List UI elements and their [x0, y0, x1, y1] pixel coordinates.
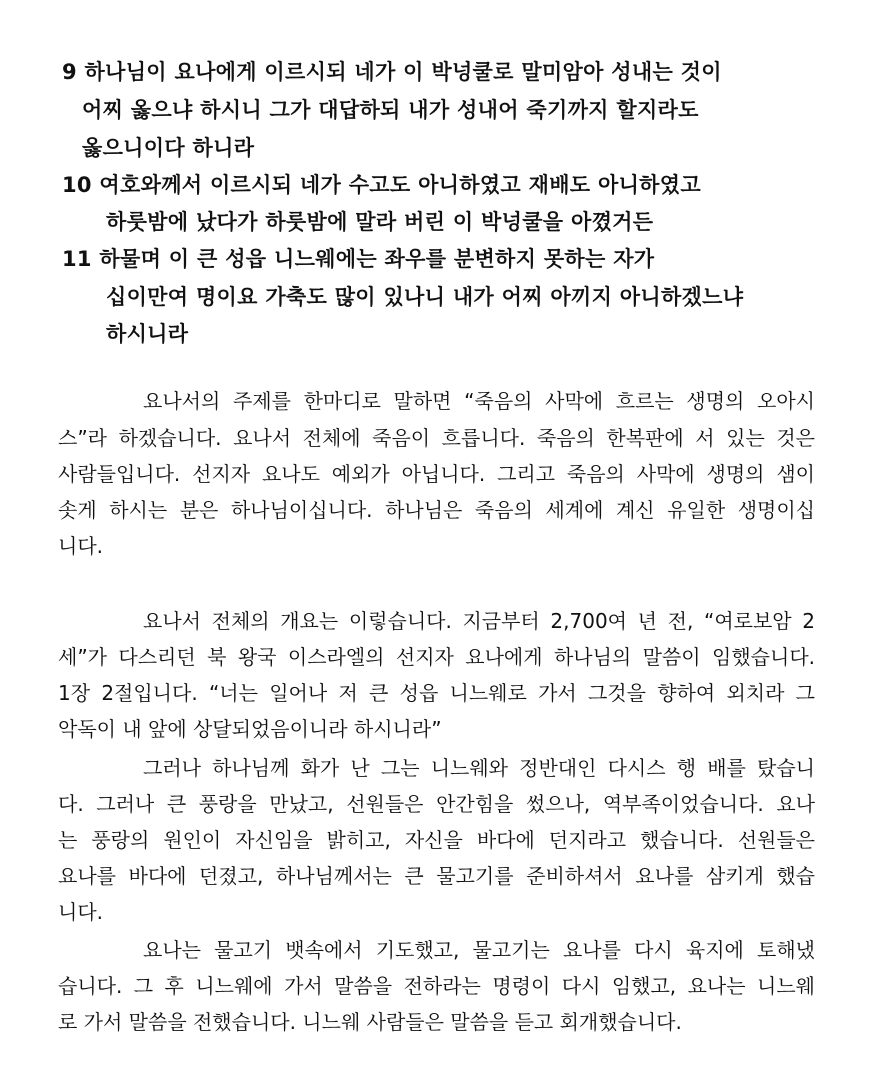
paragraph-line: 세”가 다스리던 북 왕국 이스라엘의 선지자 요나에게 하나님의 말씀이 임했습니다. — [58, 645, 815, 669]
paragraph-line: 다. 그러나 큰 풍랑을 만났고, 선원들은 안간힘을 썼으나, 역부족이었습니다. 요나 — [58, 792, 815, 816]
verse-line: 9 하나님이 요나에게 이르시되 네가 이 박넝쿨로 말미암아 성내는 것이 — [62, 60, 722, 84]
paragraph-line: 니다. — [58, 900, 103, 924]
paragraph-line: 는 풍랑의 원인이 자신임을 밝히고, 자신을 바다에 던지라고 했습니다. 선원들은 — [58, 828, 815, 852]
verse-line: 어찌 옳으냐 하시니 그가 대답하되 내가 성내어 죽기까지 할지라도 — [82, 98, 699, 122]
verse-line: 10 여호와께서 이르시되 네가 수고도 아니하였고 재배도 아니하였고 — [62, 173, 701, 197]
paragraph-line: 로 가서 말씀을 전했습니다. 니느웨 사람들은 말씀을 듣고 회개했습니다. — [58, 1010, 682, 1034]
verse-line: 십이만여 명이요 가축도 많이 있나니 내가 어찌 아끼지 아니하겠느냐 — [106, 285, 744, 309]
paragraph-line: 니다. — [58, 534, 103, 558]
paragraph-line: 요나를 바다에 던졌고, 하나님께서는 큰 물고기를 준비하셔서 요나를 삼키게 했습 — [58, 864, 815, 888]
paragraph-line: 요나서의 주제를 한마디로 말하면 “죽음의 사막에 흐르는 생명의 오아시 — [143, 389, 816, 413]
verse-line: 하룻밤에 났다가 하룻밤에 말라 버린 이 박넝쿨을 아꼈거든 — [106, 210, 654, 234]
paragraph-line: 요나서 전체의 개요는 이렇습니다. 지금부터 2,700여 년 전, “여로보암 2 — [143, 609, 815, 633]
paragraph-line: 스”라 하겠습니다. 요나서 전체에 죽음이 흐릅니다. 죽음의 한복판에 서 있는 것은 — [58, 426, 815, 450]
paragraph-line: 1장 2절입니다. “너는 일어나 저 큰 성읍 니느웨로 가서 그것을 향하여 외치라 그 — [58, 681, 815, 705]
paragraph-line: 그러나 하나님께 화가 난 그는 니느웨와 정반대인 다시스 행 배를 탔습니 — [143, 756, 815, 780]
paragraph-line: 요나는 물고기 뱃속에서 기도했고, 물고기는 요나를 다시 육지에 토해냈 — [143, 938, 815, 962]
verse-line: 11 하물며 이 큰 성읍 니느웨에는 좌우를 분변하지 못하는 자가 — [62, 247, 655, 271]
paragraph-line: 솟게 하시는 분은 하나님이십니다. 하나님은 죽음의 세계에 계신 유일한 생명이십 — [58, 498, 815, 522]
verse-line: 옳으니이다 하니라 — [82, 136, 255, 160]
paragraph-line: 사람들입니다. 선지자 요나도 예외가 아닙니다. 그리고 죽음의 사막에 생명의 샘이 — [58, 462, 815, 486]
paragraph-line: 악독이 내 앞에 상달되었음이니라 하시니라” — [58, 717, 442, 741]
paragraph-line: 습니다. 그 후 니느웨에 가서 말씀을 전하라는 명령이 다시 임했고, 요나는 니느웨 — [58, 974, 815, 998]
verse-line: 하시니라 — [106, 322, 189, 346]
